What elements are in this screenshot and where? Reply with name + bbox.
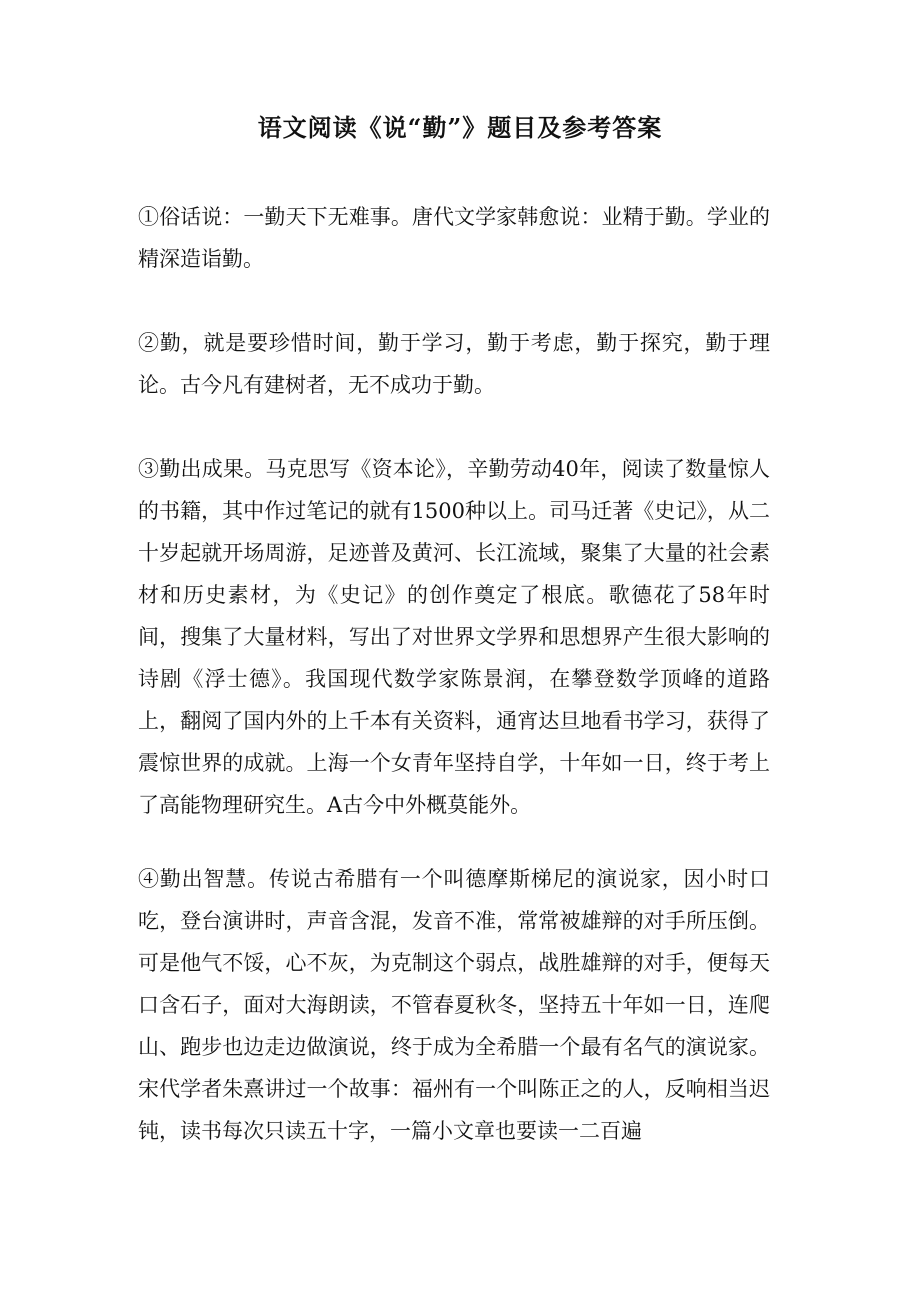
paragraph-1: ①俗话说：一勤天下无难事。唐代文学家韩愈说：业精于勤。学业的精深造诣勤。 xyxy=(138,205,770,271)
paragraph-2: ②勤，就是要珍惜时间，勤于学习，勤于考虑，勤于探究，勤于理论。古今凡有建树者，无不成功于勤。 xyxy=(138,331,770,397)
paragraph-3: ③勤出成果。马克思写《资本论》，辛勤劳动40年，阅读了数量惊人的书籍，其中作过笔记的就有1500种以上。司马迁著《史记》，从二十岁起就开场周游，足迹普及黄河、长江流域，聚集了大量的社会素材和历史素材，为《史记》的创作奠定了根底。歌德花了58年时间，搜集了大量材料，写出了对世界文学界和思想界产生很大影响的诗剧《浮士德》。我国现代数学家陈景润，在攀登数学顶峰的道路上，翻阅了国内外的上千本有关资料，通宵达旦地看书学习，获得了震惊世界的成就。上海一个女青年坚持自学，十年如一日，终于考上了高能物理研究生。A古今中外概莫能外。 xyxy=(138,457,770,817)
document-title: 语文阅读《说“勤”》题目及参考答案 xyxy=(257,113,663,142)
paragraph-4: ④勤出智慧。传说古希腊有一个叫德摩斯梯尼的演说家，因小时口吃，登台演讲时，声音含混，发音不准，常常被雄辩的对手所压倒。可是他气不馁，心不灰，为克制这个弱点，战胜雄辩的对手，便每天口含石子，面对大海朗读，不管春夏秋冬，坚持五十年如一日，连爬山、跑步也边走边做演说，终于成为全希腊一个最有名气的演说家。宋代学者朱熹讲过一个故事：福州有一个叫陈正之的人，反响相当迟钝，读书每次只读五十字，一篇小文章也要读一二百遍 xyxy=(138,867,770,1143)
